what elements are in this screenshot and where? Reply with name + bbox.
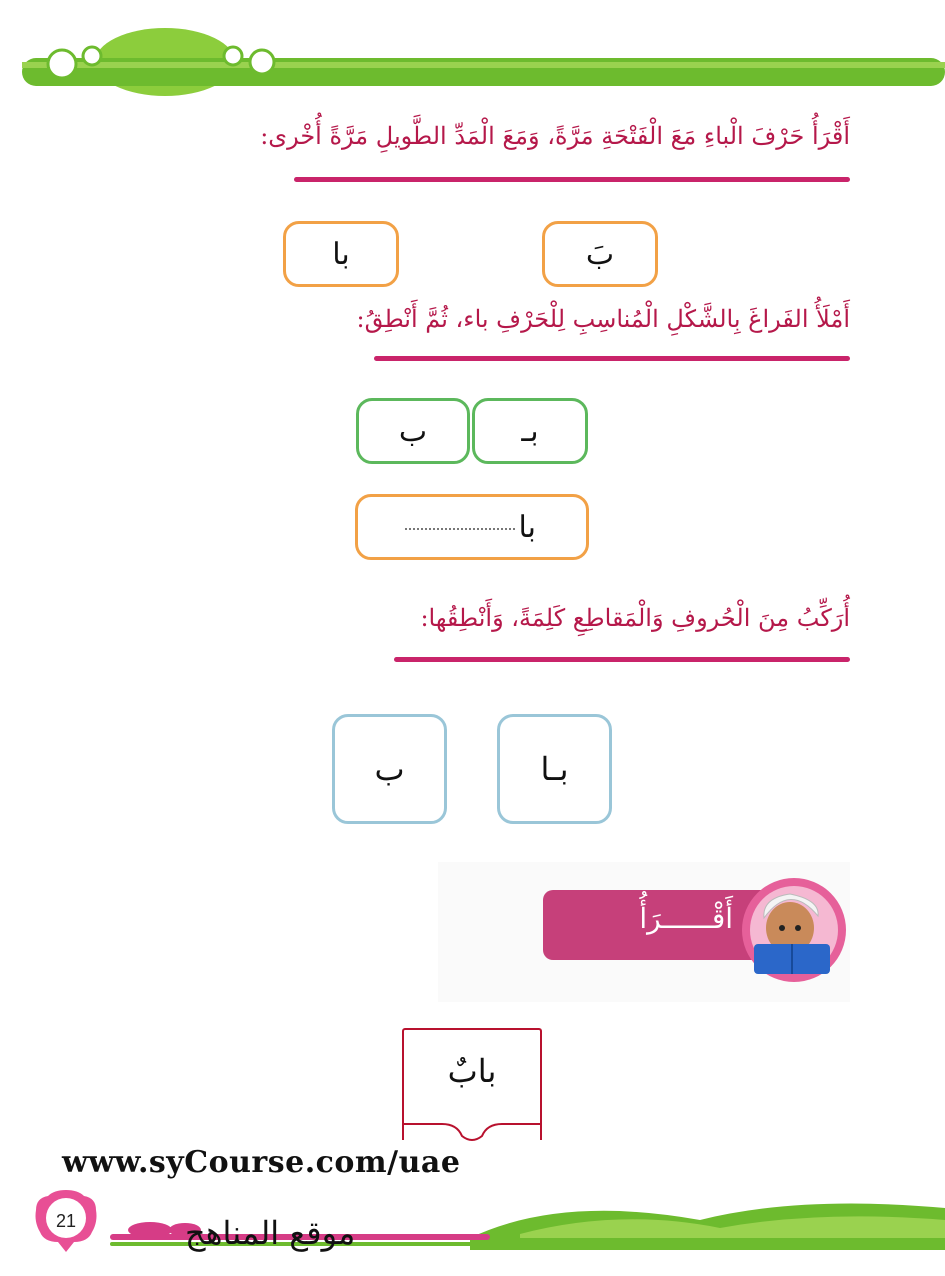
- instruction-underline: [394, 657, 850, 662]
- instruction-read-fatha: أَقْرَأُ حَرْفَ الْباءِ مَعَ الْفَتْحَةِ مَرَّةً، وَمَعَ الْمَدِّ الطَّويلِ مَرَّةً أُخْرى:: [260, 122, 850, 150]
- instruction-compose-word: أُرَكِّبُ مِنَ الْحُروفِ وَالْمَقاطِعِ كَلِمَةً، وَأَنْطِقُها:: [420, 604, 850, 632]
- page-number: 21: [55, 1211, 77, 1231]
- instruction-underline: [374, 356, 850, 361]
- letter-card-ba-long: با: [283, 221, 399, 287]
- boy-reading-icon: [738, 872, 850, 988]
- reading-label: أَقْــــــرَأُ: [639, 902, 733, 935]
- blank-prefix: با: [518, 509, 536, 545]
- top-decorative-band: [0, 0, 945, 100]
- page-number-badge: [34, 1188, 98, 1254]
- syllable-card-ba: بـا: [497, 714, 612, 824]
- footer-url[interactable]: www.syCourse.com/uae: [62, 1145, 461, 1180]
- letter-form-initial: بـ: [472, 398, 588, 464]
- reading-banner: [438, 862, 850, 1002]
- reading-word: بابٌ: [447, 1052, 497, 1090]
- word-card: [402, 1028, 542, 1140]
- word-card-wavy-bottom: [402, 1122, 542, 1142]
- fill-blank-box[interactable]: [355, 494, 589, 560]
- instruction-fill-blank: أَمْلَأُ الفَراغَ بِالشَّكْلِ الْمُناسِبِ لِلْحَرْفِ باء، ثُمَّ أَنْطِقُ:: [356, 305, 850, 333]
- instruction-underline: [294, 177, 850, 182]
- letter-form-isolated: ب: [356, 398, 470, 464]
- footer-site-name: موقع المناهج: [185, 1214, 356, 1252]
- blank-dotted-line: [405, 528, 515, 530]
- letter-card-b: ب: [332, 714, 447, 824]
- letter-card-ba-fatha: بَ: [542, 221, 658, 287]
- bottom-decorative-band: [0, 1190, 945, 1276]
